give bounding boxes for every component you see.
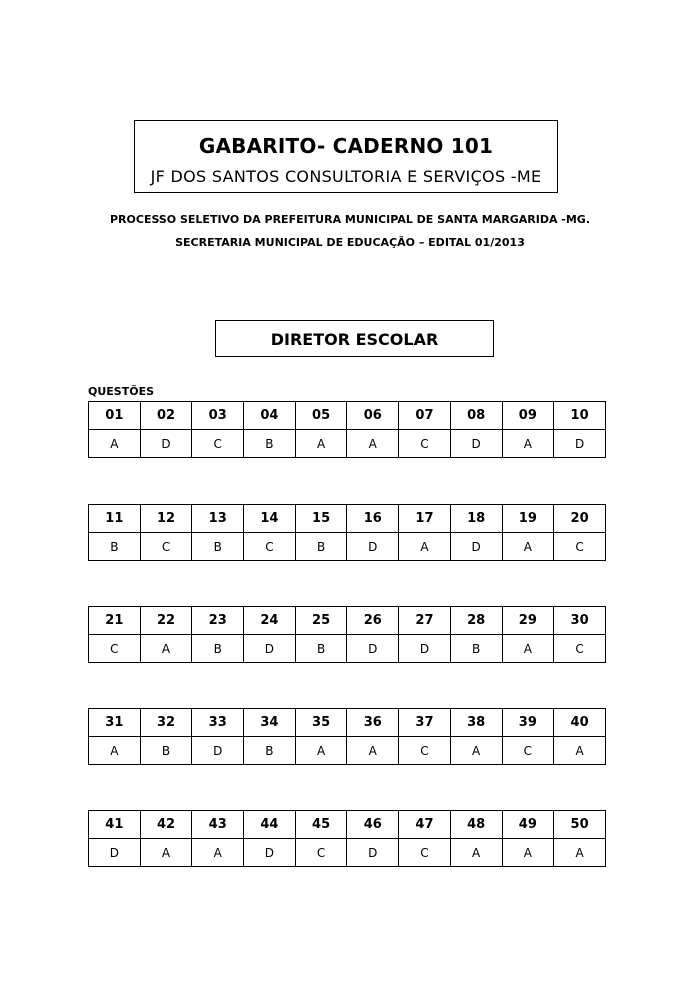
question-number: 15 <box>295 505 347 533</box>
question-number: 01 <box>89 402 141 430</box>
answer-cell: B <box>192 635 244 663</box>
question-number: 37 <box>399 709 451 737</box>
question-number: 34 <box>244 709 296 737</box>
answer-cell: A <box>192 839 244 867</box>
question-number: 11 <box>89 505 141 533</box>
answer-cell: A <box>450 737 502 765</box>
answer-cell: D <box>450 533 502 561</box>
answer-cell: D <box>244 839 296 867</box>
question-number: 31 <box>89 709 141 737</box>
answer-cell: C <box>554 635 606 663</box>
role-title: DIRETOR ESCOLAR <box>215 320 494 357</box>
question-number: 02 <box>140 402 192 430</box>
answer-cell: C <box>89 635 141 663</box>
question-number: 12 <box>140 505 192 533</box>
answer-cell: C <box>502 737 554 765</box>
question-number: 14 <box>244 505 296 533</box>
question-number: 09 <box>502 402 554 430</box>
answer-cell: B <box>450 635 502 663</box>
answer-cell: A <box>89 430 141 458</box>
answer-cell: D <box>347 533 399 561</box>
question-number: 20 <box>554 505 606 533</box>
question-number: 41 <box>89 811 141 839</box>
answer-cell: A <box>140 839 192 867</box>
answer-cell: A <box>140 635 192 663</box>
question-number: 24 <box>244 607 296 635</box>
question-number-row <box>89 505 606 533</box>
answer-cell: D <box>244 635 296 663</box>
answer-cell: C <box>244 533 296 561</box>
answer-cell: C <box>554 533 606 561</box>
question-number: 19 <box>502 505 554 533</box>
question-number: 48 <box>450 811 502 839</box>
question-number: 10 <box>554 402 606 430</box>
page-subtitle: JF DOS SANTOS CONSULTORIA E SERVIÇOS -ME <box>150 167 542 186</box>
question-number: 29 <box>502 607 554 635</box>
answer-table-4 <box>88 708 606 765</box>
question-number: 33 <box>192 709 244 737</box>
answer-cell: C <box>399 839 451 867</box>
question-number: 13 <box>192 505 244 533</box>
question-number: 06 <box>347 402 399 430</box>
question-number: 47 <box>399 811 451 839</box>
answer-cell: B <box>244 430 296 458</box>
question-number: 03 <box>192 402 244 430</box>
question-number: 45 <box>295 811 347 839</box>
answer-table-3 <box>88 606 606 663</box>
question-number: 38 <box>450 709 502 737</box>
question-number: 16 <box>347 505 399 533</box>
answer-cell: A <box>502 635 554 663</box>
answer-cell: A <box>554 737 606 765</box>
question-number-row <box>89 402 606 430</box>
question-number: 30 <box>554 607 606 635</box>
question-number: 42 <box>140 811 192 839</box>
answer-cell: A <box>295 737 347 765</box>
question-number: 43 <box>192 811 244 839</box>
answer-table-2 <box>88 504 606 561</box>
question-number-row <box>89 811 606 839</box>
answer-cell: A <box>450 839 502 867</box>
answer-cell: A <box>347 737 399 765</box>
question-number: 28 <box>450 607 502 635</box>
answer-cell: A <box>399 533 451 561</box>
question-number: 49 <box>502 811 554 839</box>
answer-cell: D <box>140 430 192 458</box>
question-number: 22 <box>140 607 192 635</box>
answer-cell: B <box>140 737 192 765</box>
answer-cell: D <box>192 737 244 765</box>
answer-cell: B <box>295 635 347 663</box>
answer-cell: A <box>554 839 606 867</box>
answer-row <box>89 635 606 663</box>
answer-cell: C <box>399 737 451 765</box>
answer-table-5 <box>88 810 606 867</box>
question-number: 05 <box>295 402 347 430</box>
process-line-2: SECRETARIA MUNICIPAL DE EDUCAÇÃO – EDITAL 01/2013 <box>175 236 525 249</box>
answer-cell: A <box>89 737 141 765</box>
answer-cell: D <box>347 839 399 867</box>
answer-row <box>89 533 606 561</box>
answer-cell: C <box>399 430 451 458</box>
answer-cell: B <box>89 533 141 561</box>
question-number-row <box>89 709 606 737</box>
answer-cell: D <box>89 839 141 867</box>
answer-cell: B <box>295 533 347 561</box>
question-number: 27 <box>399 607 451 635</box>
answer-cell: A <box>295 430 347 458</box>
question-number-row <box>89 607 606 635</box>
answer-table-1 <box>88 401 606 458</box>
question-number: 36 <box>347 709 399 737</box>
questions-label: QUESTÕES <box>88 385 155 398</box>
title-box <box>134 120 558 193</box>
process-line-1: PROCESSO SELETIVO DA PREFEITURA MUNICIPAL DE SANTA MARGARIDA -MG. <box>109 213 591 226</box>
answer-cell: D <box>399 635 451 663</box>
question-number: 44 <box>244 811 296 839</box>
question-number: 32 <box>140 709 192 737</box>
question-number: 18 <box>450 505 502 533</box>
question-number: 04 <box>244 402 296 430</box>
question-number: 40 <box>554 709 606 737</box>
answer-cell: D <box>347 635 399 663</box>
answer-cell: A <box>502 430 554 458</box>
question-number: 26 <box>347 607 399 635</box>
answer-cell: A <box>347 430 399 458</box>
answer-cell: A <box>502 839 554 867</box>
question-number: 07 <box>399 402 451 430</box>
answer-cell: C <box>140 533 192 561</box>
question-number: 23 <box>192 607 244 635</box>
answer-cell: D <box>450 430 502 458</box>
answer-cell: C <box>192 430 244 458</box>
question-number: 35 <box>295 709 347 737</box>
question-number: 25 <box>295 607 347 635</box>
page-title: GABARITO- CADERNO 101 <box>198 134 494 158</box>
answer-row <box>89 839 606 867</box>
question-number: 39 <box>502 709 554 737</box>
question-number: 21 <box>89 607 141 635</box>
answer-row <box>89 430 606 458</box>
question-number: 08 <box>450 402 502 430</box>
answer-cell: D <box>554 430 606 458</box>
answer-cell: A <box>502 533 554 561</box>
answer-cell: B <box>192 533 244 561</box>
question-number: 46 <box>347 811 399 839</box>
answer-row <box>89 737 606 765</box>
answer-cell: B <box>244 737 296 765</box>
answer-cell: C <box>295 839 347 867</box>
question-number: 17 <box>399 505 451 533</box>
question-number: 50 <box>554 811 606 839</box>
